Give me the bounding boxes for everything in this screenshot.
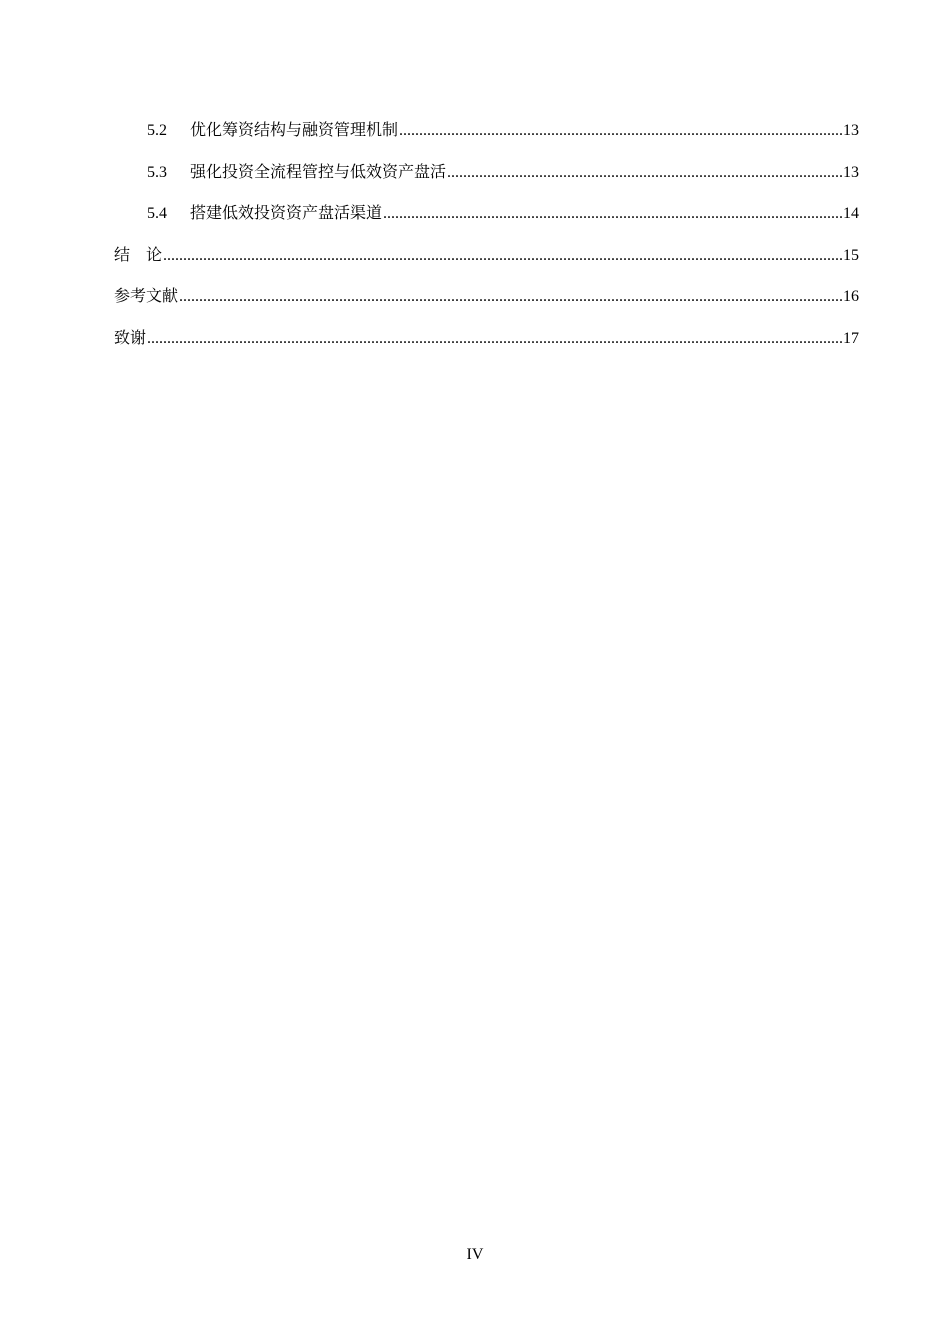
toc-dot-leader	[163, 244, 842, 268]
table-of-contents	[114, 118, 859, 367]
toc-entry-page: 13	[843, 163, 859, 181]
toc-entry-page: 14	[843, 205, 859, 222]
toc-dot-leader	[147, 327, 842, 351]
toc-dot-leader	[399, 119, 842, 143]
toc-entry-conclusion[interactable]	[114, 243, 859, 285]
page-number-footer: IV	[466, 1246, 484, 1263]
toc-entry-page: 13	[843, 122, 859, 139]
toc-entry-title: 参考文献	[114, 286, 179, 305]
toc-entry-5-2[interactable]	[114, 118, 859, 160]
toc-entry-title: 致谢	[114, 327, 147, 347]
toc-entry-page: 17	[843, 329, 859, 347]
toc-dot-leader	[383, 202, 842, 226]
toc-entry-5-4[interactable]	[114, 201, 859, 243]
toc-entry-references[interactable]	[114, 284, 859, 326]
toc-entry-title: 搭建低效投资资产盘活渠道	[190, 203, 383, 222]
toc-dot-leader	[179, 285, 842, 309]
toc-entry-page: 15	[843, 246, 859, 264]
toc-entry-page: 16	[843, 288, 859, 305]
toc-dot-leader	[447, 161, 842, 185]
toc-entry-number: 5.3	[147, 163, 167, 181]
toc-entry-title: 优化筹资结构与融资管理机制	[190, 120, 399, 139]
toc-entry-title: 强化投资全流程管控与低效资产盘活	[190, 161, 447, 181]
toc-entry-number: 5.2	[147, 122, 167, 139]
toc-entry-number: 5.4	[147, 205, 167, 222]
toc-entry-acknowledgements[interactable]	[114, 326, 859, 368]
toc-entry-title: 结 论	[114, 244, 163, 264]
toc-entry-5-3[interactable]	[114, 160, 859, 202]
